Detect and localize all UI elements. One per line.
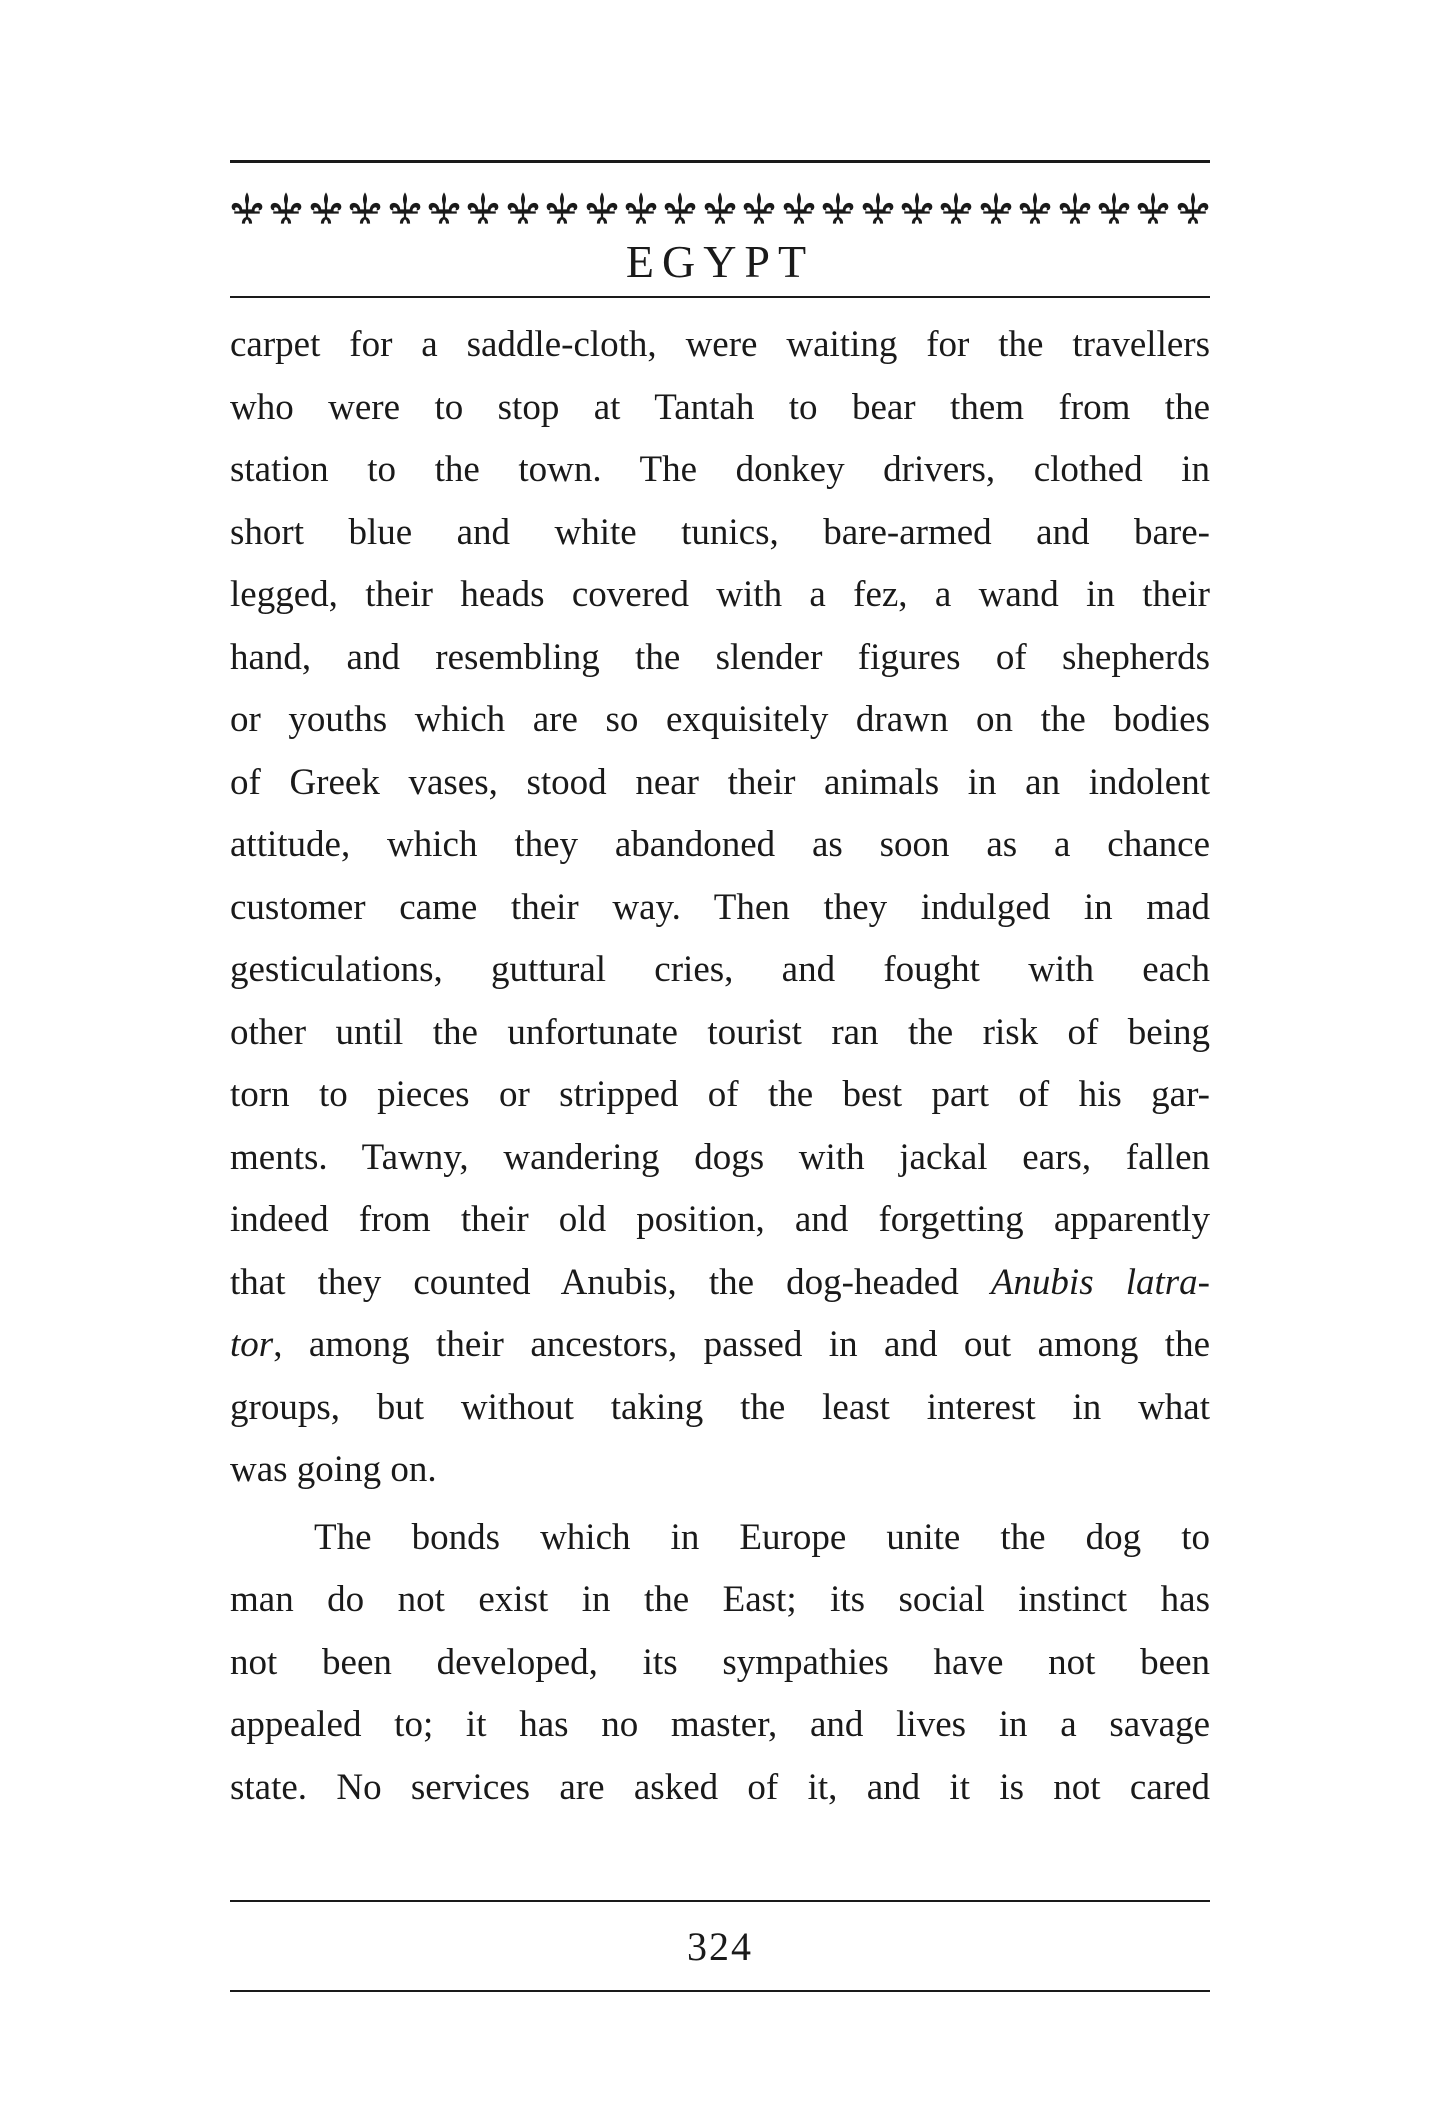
text-line (230, 1252, 1210, 1315)
fleur-de-lis-icon (821, 191, 855, 225)
latin-term: Anubis latra- (990, 1261, 1210, 1303)
footer-top-rule (230, 1900, 1210, 1902)
text-line: station to the town. The donkey drivers, clothed in (230, 449, 1210, 490)
text-line: or youths which are so exquisitely drawn on the bodies (230, 699, 1210, 740)
fleur-de-lis-icon (309, 191, 343, 225)
ornament-border (230, 182, 1210, 234)
fleur-de-lis-icon (348, 191, 382, 225)
running-head: EGYPT (625, 236, 815, 287)
text-line: torn to pieces or stripped of the best part of his gar- (230, 1074, 1210, 1115)
text-line: state. No services are asked of it, and it is not cared (230, 1766, 1210, 1808)
fleur-de-lis-icon (230, 191, 264, 225)
text-line: carpet for a saddle-cloth, were waiting for the travellers (230, 324, 1210, 365)
book-page (230, 0, 1210, 2106)
text-line: appealed to; it has no master, and lives in a savage (230, 1704, 1210, 1745)
text-line: groups, but without taking the least interest in what (230, 1386, 1210, 1428)
text-line: who were to stop at Tantah to bear them from the (230, 386, 1210, 428)
text-line: other until the unfortunate tourist ran the risk of being (230, 1011, 1210, 1053)
text-line: indeed from their old position, and forgetting apparently (230, 1199, 1210, 1240)
fleur-de-lis-icon (269, 191, 303, 225)
fleur-de-lis-icon (1136, 191, 1170, 225)
text-line: attitude, which they abandoned as soon as a chance (230, 824, 1210, 865)
fleur-de-lis-icon (939, 191, 973, 225)
text-line: was going on. (230, 1449, 437, 1490)
text-line: The bonds which in Europe unite the dog to (314, 1516, 1210, 1558)
text-line: hand, and resembling the slender figures of shepherds (230, 636, 1210, 678)
fleur-de-lis-icon (506, 191, 540, 225)
footer-bottom-rule (230, 1990, 1210, 1992)
fleur-de-lis-icon (900, 191, 934, 225)
fleur-de-lis-icon (979, 191, 1013, 225)
fleur-de-lis-icon (388, 191, 422, 225)
fleur-de-lis-icon (427, 191, 461, 225)
text-line: ments. Tawny, wandering dogs with jackal ears, fallen (230, 1136, 1210, 1178)
fleur-de-lis-icon (1097, 191, 1131, 225)
text-segment: , among their ancestors, passed in and out among the (273, 1324, 1210, 1365)
fleur-de-lis-icon (545, 191, 579, 225)
fleur-de-lis-icon (703, 191, 737, 225)
text-line: short blue and white tunics, bare-armed and bare- (230, 511, 1210, 553)
body-text (230, 314, 1210, 1819)
text-line: gesticulations, guttural cries, and fought with each (230, 949, 1210, 990)
fleur-de-lis-icon (782, 191, 816, 225)
text-line: customer came their way. Then they indulged in mad (230, 886, 1210, 928)
text-line: legged, their heads covered with a fez, a wand in their (230, 574, 1210, 615)
page-number: 324 (687, 1924, 753, 1969)
latin-term: tor (230, 1324, 274, 1365)
fleur-de-lis-icon (1018, 191, 1052, 225)
text-line: of Greek vases, stood near their animals in an indolent (230, 761, 1210, 803)
fleur-de-lis-icon (861, 191, 895, 225)
header-rule (230, 296, 1210, 298)
text-segment: that they counted Anubis, the dog-headed (230, 1261, 991, 1303)
text-line: not been developed, its sympathies have not been (230, 1641, 1210, 1683)
fleur-de-lis-icon (585, 191, 619, 225)
text-line: man do not exist in the East; its social instinct has (230, 1579, 1210, 1620)
fleur-de-lis-icon (466, 191, 500, 225)
fleur-de-lis-icon (1176, 191, 1210, 225)
fleur-de-lis-icon (624, 191, 658, 225)
fleur-de-lis-icon (1058, 191, 1092, 225)
fleur-de-lis-icon (663, 191, 697, 225)
top-rule (230, 160, 1210, 163)
text-line (230, 1314, 1210, 1377)
fleur-de-lis-icon (742, 191, 776, 225)
